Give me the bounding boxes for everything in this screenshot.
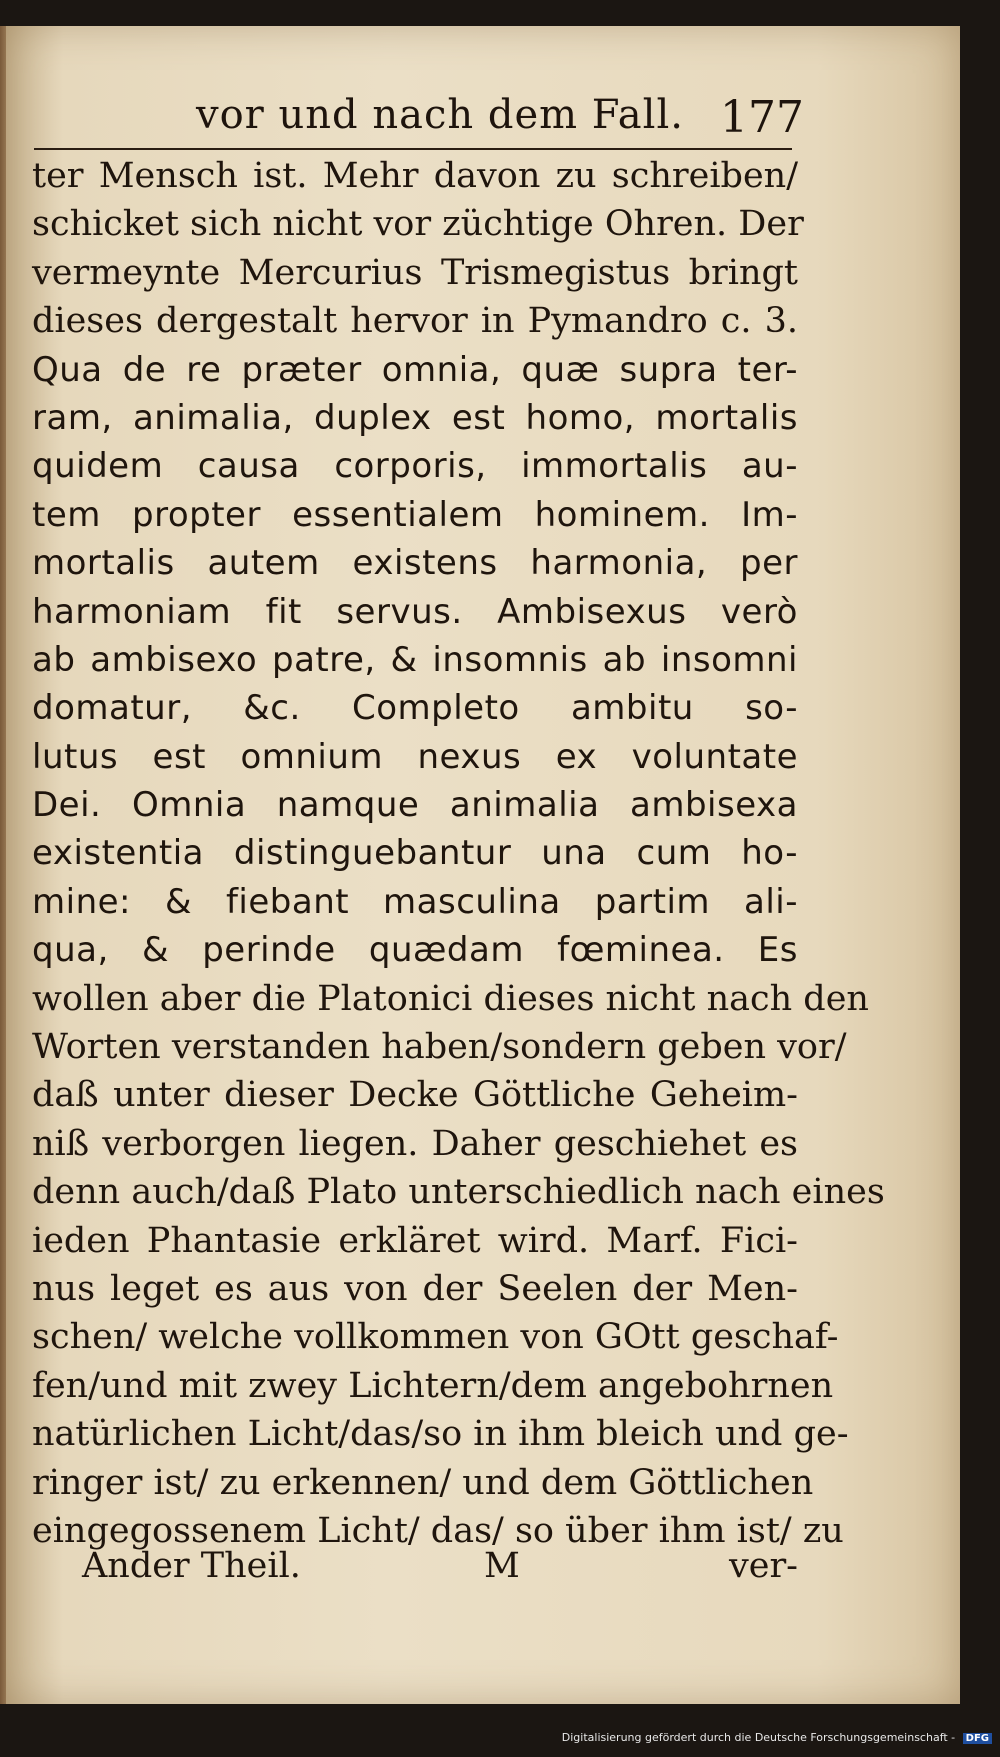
text-line: mine: & fiebant masculina partim ali- — [32, 881, 798, 922]
text-line: schicket sich nicht vor züchtige Ohren. Der — [32, 204, 804, 245]
text-line: ab ambisexo patre, & insomnis ab insomni — [32, 639, 798, 680]
volume-signature: Ander Theil. — [82, 1546, 301, 1586]
text-line: dieses dergestalt hervor in Pymandro c. 3. — [32, 301, 798, 342]
text-line: Worten verstanden haben/sondern geben vor/ — [32, 1027, 847, 1068]
text-line: domatur, &c. Completo ambitu so- — [32, 688, 798, 729]
header-rule — [34, 148, 792, 150]
text-line: nus leget es aus von der Seelen der Men- — [32, 1268, 798, 1309]
text-line: natürlichen Licht/das/so in ihm bleich und ge- — [32, 1414, 849, 1455]
text-line: ringer ist/ zu erkennen/ und dem Göttlichen — [32, 1462, 814, 1503]
text-line: Qua de re præter omnia, quæ supra ter- — [32, 349, 798, 390]
catchword: ver- — [728, 1546, 798, 1586]
text-line: qua, & perinde quædam fœminea. Es — [32, 930, 798, 971]
text-line: daß unter dieser Decke Göttliche Geheim- — [32, 1075, 798, 1116]
text-line: ram, animalia, duplex est homo, mortalis — [32, 397, 798, 438]
dfg-logo: DFG — [963, 1733, 992, 1744]
text-line: lutus est omnium nexus ex voluntate — [32, 736, 798, 777]
text-line: niß verborgen liegen. Daher geschiehet es — [32, 1123, 798, 1164]
text-line: vermeynte Mercurius Trismegistus bringt — [32, 252, 798, 293]
gathering-signature: M — [484, 1546, 520, 1586]
text-line: mortalis autem existens harmonia, per — [32, 543, 798, 584]
text-line: ieden Phantasie erkläret wird. Marf. Fici- — [32, 1220, 798, 1261]
text-line: quidem causa corporis, immortalis au- — [32, 446, 798, 487]
text-line: eingegossenem Licht/ das/ so über ihm ist/ zu — [32, 1510, 844, 1551]
text-body — [32, 152, 885, 1555]
text-line: fen/und mit zwey Lichtern/dem angebohrnen — [32, 1365, 834, 1406]
text-line: wollen aber die Platonici dieses nicht nach den — [32, 978, 869, 1019]
text-line: schen/ welche vollkommen von GOtt geschaf- — [32, 1317, 839, 1358]
text-line: existentia distinguebantur una cum ho- — [32, 833, 798, 874]
page-footer — [32, 1546, 798, 1596]
digitization-credit — [562, 1731, 992, 1751]
text-line: harmoniam fit servus. Ambisexus verò — [32, 591, 798, 632]
running-head: vor und nach dem Fall. — [196, 92, 684, 138]
text-line: tem propter essentialem hominem. Im- — [32, 494, 798, 535]
text-line: Dei. Omnia namque animalia ambisexa — [32, 785, 798, 826]
page-number: 177 — [720, 92, 804, 143]
text-line: denn auch/daß Plato unterschiedlich nach eines — [32, 1172, 885, 1213]
credit-text: Digitalisierung gefördert durch die Deutsche Forschungsgemeinschaft - — [561, 1731, 956, 1744]
text-line: ter Mensch ist. Mehr davon zu schreiben/ — [32, 156, 798, 196]
